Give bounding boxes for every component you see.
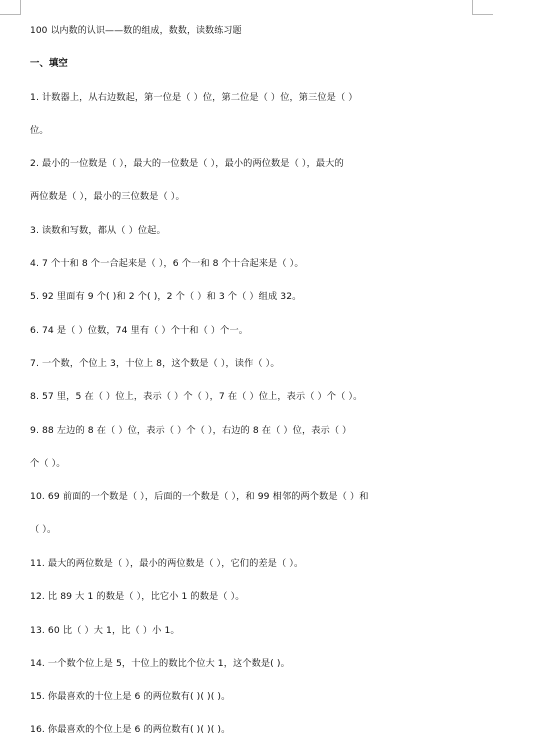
question-14: 14. 一个数个位上是 5，十位上的数比个位大 1，这个数是( )。 — [30, 658, 290, 669]
question-1-line-2: 位。 — [30, 125, 49, 136]
question-3: 3. 读数和写数，都从（ ）位起。 — [30, 225, 166, 236]
question-12: 12. 比 89 大 1 的数是（ ），比它小 1 的数是（ ）。 — [30, 591, 245, 602]
question-1-line-1: 1. 计数器上，从右边数起，第一位是（ ）位，第二位是（ ）位，第三位是（ ） — [30, 92, 358, 103]
question-6: 6. 74 是（ ）位数，74 里有（ ）个十和（ ）个一。 — [30, 325, 249, 336]
question-7: 7. 一个数，个位上 3，十位上 8，这个数是（ ），读作（ ）。 — [30, 358, 280, 369]
question-11: 11. 最大的两位数是（ ），最小的两位数是（ ），它们的差是（ ）。 — [30, 558, 304, 569]
question-8: 8. 57 里，5 在（ ）位上，表示（ ）个（ ），7 在（ ）位上，表示（ ）个（ ）。 — [30, 391, 363, 402]
document-title: 100 以内数的认识——数的组成，数数，读数练习题 — [30, 26, 242, 36]
question-2-line-1: 2. 最小的一位数是（ ），最大的一位数是（ ），最小的两位数是（ ），最大的 — [30, 158, 344, 169]
question-15: 15. 你最喜欢的十位上是 6 的两位数有( )( )( )。 — [30, 691, 231, 702]
question-10-line-1: 10. 69 前面的一个数是（ ），后面的一个数是（ ），和 99 相邻的两个数是（ ）和 — [30, 491, 369, 502]
question-9-line-1: 9. 88 左边的 8 在（ ）位，表示（ ）个（ ），右边的 8 在（ ）位，表示（ ） — [30, 425, 352, 436]
section-heading: 一、填空 — [30, 58, 68, 69]
question-2-line-2: 两位数是（ ），最小的三位数是（ ）。 — [30, 191, 185, 202]
question-10-line-2: （ ）。 — [30, 524, 57, 535]
question-9-line-2: 个（ ）。 — [30, 458, 66, 469]
page-corner-mark-left — [0, 0, 21, 15]
question-13: 13. 60 比（ ）大 1，比（ ）小 1。 — [30, 625, 180, 636]
question-16: 16. 你最喜欢的个位上是 6 的两位数有( )( )( )。 — [30, 724, 231, 735]
question-5: 5. 92 里面有 9 个( )和 2 个( )，2 个（ ）和 3 个（ ）组成 32。 — [30, 291, 302, 302]
question-4: 4. 7 个十和 8 个一合起来是（ ），6 个一和 8 个十合起来是（ ）。 — [30, 258, 304, 269]
page-corner-mark-right — [472, 0, 493, 15]
